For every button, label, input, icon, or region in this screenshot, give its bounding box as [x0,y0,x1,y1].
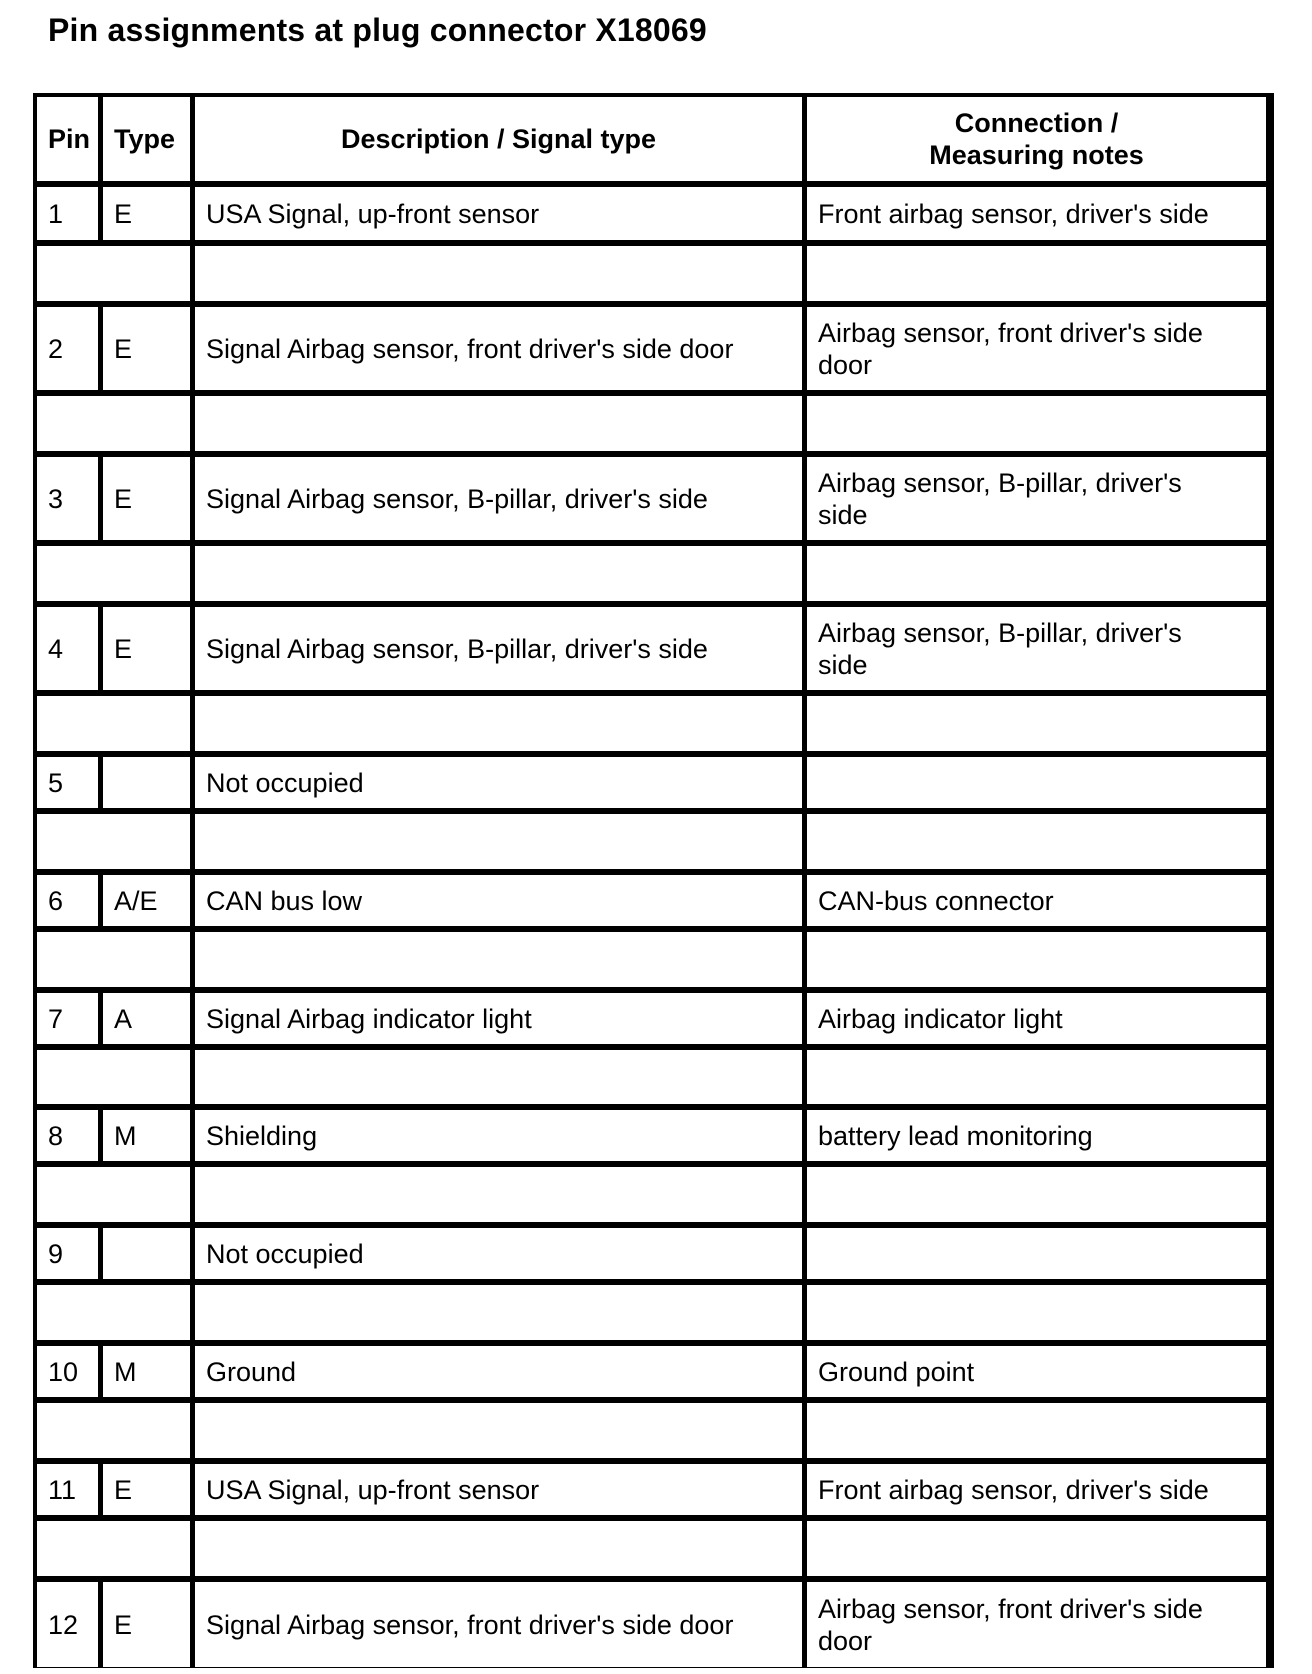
cell-pin [37,307,98,390]
cell-type-text: A/E [114,885,158,916]
spacer-cell-description [195,1403,802,1458]
cell-connection-text: Airbag indicator light [818,1003,1063,1034]
cell-pin [37,1346,98,1397]
cell-type-text: E [114,483,133,514]
cell-pin-text: 5 [48,767,64,798]
spacer-cell-merged [37,1521,190,1576]
header-pin [37,97,98,181]
cell-connection-text: Airbag sensor, B-pillar, driver's side [818,467,1182,530]
cell-description [195,187,802,240]
header-description-text: Description / Signal type [340,124,657,154]
cell-type-text: E [114,333,133,364]
cell-connection [807,307,1266,390]
cell-type [103,307,190,390]
cell-type [103,757,190,808]
cell-description [195,757,802,808]
cell-connection-text: CAN-bus connector [818,885,1054,916]
cell-pin-text: 10 [48,1356,79,1387]
cell-type [103,1464,190,1515]
cell-pin [37,1464,98,1515]
spacer-cell-merged [37,1167,190,1222]
cell-connection [807,1464,1266,1515]
cell-description-text: Shielding [206,1120,318,1151]
cell-description-text: Not occupied [206,767,364,798]
cell-type [103,1110,190,1161]
cell-type [103,875,190,926]
spacer-cell-connection [807,546,1266,601]
cell-type-text: E [114,1609,133,1640]
spacer-cell-connection [807,1403,1266,1458]
cell-pin-text: 11 [48,1474,77,1505]
spacer-cell-merged [37,696,190,751]
spacer-cell-description [195,814,802,869]
header-description [195,97,802,181]
cell-connection-text: Airbag sensor, front driver's side door [818,1593,1203,1656]
cell-description-text: Signal Airbag sensor, B-pillar, driver's side [206,633,708,664]
header-type-text: Type [114,124,176,154]
spacer-cell-merged [37,246,190,301]
spacer-cell-description [195,246,802,301]
spacer-cell-description [195,696,802,751]
spacer-cell-merged [37,1050,190,1104]
spacer-cell-description [195,932,802,987]
spacer-cell-merged [37,396,190,451]
cell-pin [37,457,98,540]
cell-connection [807,757,1266,808]
cell-description [195,993,802,1044]
spacer-cell-merged [37,814,190,869]
cell-pin [37,1228,98,1279]
cell-connection-text: battery lead monitoring [818,1120,1093,1151]
cell-description-text: USA Signal, up-front sensor [206,198,540,229]
spacer-cell-connection [807,396,1266,451]
cell-type [103,1582,190,1667]
cell-type-text: E [114,1474,133,1505]
header-type [103,97,190,181]
cell-pin [37,875,98,926]
cell-description-text: Signal Airbag sensor, B-pillar, driver's side [206,483,708,514]
cell-connection [807,607,1266,690]
cell-connection [807,875,1266,926]
header-pin-text: Pin [48,124,91,154]
spacer-cell-connection [807,1050,1266,1104]
pin-assignment-table [33,93,1274,1668]
cell-pin-text: 2 [48,333,64,364]
cell-description-text: Signal Airbag sensor, front driver's side door [206,333,734,364]
cell-connection-text: Ground point [818,1356,975,1387]
cell-pin-text: 7 [48,1003,64,1034]
header-connection [807,97,1266,181]
cell-connection-text: Airbag sensor, B-pillar, driver's side [818,617,1182,680]
spacer-cell-connection [807,932,1266,987]
spacer-cell-merged [37,1285,190,1340]
cell-type-text: A [114,1003,133,1034]
cell-type-text: E [114,198,133,229]
cell-description [195,1464,802,1515]
cell-description [195,607,802,690]
header-connection-text: Connection / Measuring notes [929,108,1144,170]
spacer-cell-connection [807,246,1266,301]
cell-pin-text: 3 [48,483,64,514]
spacer-cell-connection [807,1285,1266,1340]
cell-type-text: M [114,1120,137,1151]
cell-pin-text: 8 [48,1120,64,1151]
cell-type [103,187,190,240]
cell-type [103,1228,190,1279]
cell-pin [37,757,98,808]
cell-description [195,1346,802,1397]
cell-description-text: USA Signal, up-front sensor [206,1474,540,1505]
cell-connection [807,187,1266,240]
spacer-cell-connection [807,1167,1266,1222]
spacer-cell-merged [37,546,190,601]
cell-description [195,457,802,540]
cell-connection-text: Front airbag sensor, driver's side [818,198,1209,229]
cell-pin-text: 4 [48,633,64,664]
cell-connection [807,457,1266,540]
spacer-cell-connection [807,1521,1266,1576]
cell-description-text: Signal Airbag sensor, front driver's side door [206,1609,734,1640]
cell-connection [807,1110,1266,1161]
cell-description-text: Not occupied [206,1238,364,1269]
spacer-cell-description [195,396,802,451]
cell-type-text: M [114,1356,137,1387]
cell-pin-text: 1 [48,198,64,229]
spacer-cell-merged [37,1403,190,1458]
spacer-cell-description [195,1167,802,1222]
cell-pin [37,1582,98,1667]
cell-type-text: E [114,633,133,664]
spacer-cell-description [195,546,802,601]
cell-pin-text: 9 [48,1238,64,1269]
cell-description [195,307,802,390]
cell-pin [37,187,98,240]
cell-connection-text: Front airbag sensor, driver's side [818,1474,1209,1505]
spacer-cell-description [195,1285,802,1340]
cell-description [195,1110,802,1161]
cell-type [103,993,190,1044]
page-title: Pin assignments at plug connector X18069 [48,12,707,48]
cell-pin [37,993,98,1044]
cell-pin [37,607,98,690]
cell-pin [37,1110,98,1161]
cell-description-text: CAN bus low [206,885,363,916]
spacer-cell-merged [37,932,190,987]
cell-connection [807,1228,1266,1279]
spacer-cell-connection [807,696,1266,751]
spacer-cell-description [195,1521,802,1576]
spacer-cell-description [195,1050,802,1104]
cell-type [103,1346,190,1397]
cell-description [195,1582,802,1667]
cell-type [103,457,190,540]
cell-connection-text: Airbag sensor, front driver's side door [818,317,1203,380]
cell-pin-text: 6 [48,885,64,916]
cell-description-text: Ground [206,1356,297,1387]
cell-connection [807,1582,1266,1667]
cell-description [195,1228,802,1279]
cell-connection [807,993,1266,1044]
cell-type [103,607,190,690]
cell-description-text: Signal Airbag indicator light [206,1003,532,1034]
spacer-cell-connection [807,814,1266,869]
cell-pin-text: 12 [48,1609,79,1640]
cell-connection [807,1346,1266,1397]
cell-description [195,875,802,926]
